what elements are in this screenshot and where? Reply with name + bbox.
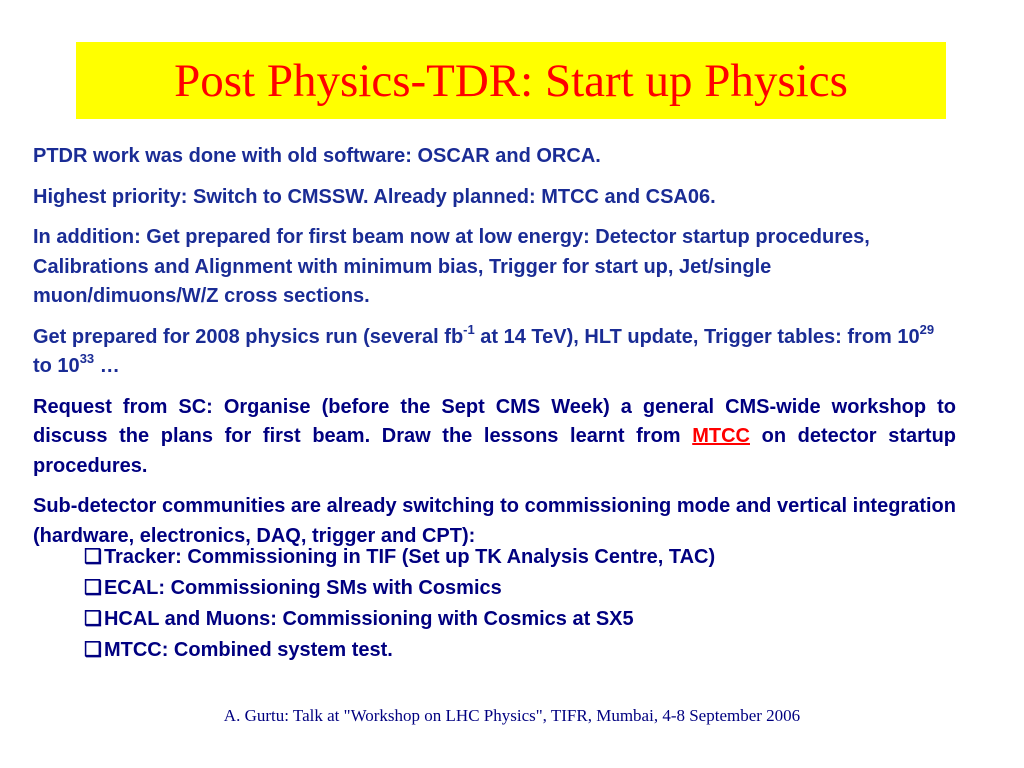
slide-body [33,142,956,666]
physics-run-text-3: to 10 [33,355,80,377]
physics-run-text-1: Get prepared for 2008 physics run (several fb [33,325,464,348]
bullet-text: MTCC: Combined system test. [103,639,393,661]
request-text-before: Request from SC: Organise (before the Sept CMS Week) a general CMS-wide workshop to discuss the plans for first beam. Draw the lessons learnt from [33,395,956,447]
bullet-list [33,542,956,666]
checkbox-bullet-icon: ❑ [84,608,102,630]
bullet-item-tracker [33,542,956,573]
checkbox-bullet-icon: ❑ [84,577,102,599]
title-banner [76,42,946,119]
superscript-minus-one: -1 [463,321,475,337]
request-text-after: on detector startup procedures. [33,425,957,477]
paragraph-highest-priority: Highest priority: Switch to CMSSW. Already planned: MTCC and CSA06. [33,185,716,208]
superscript-29: 29 [919,321,935,337]
mtcc-link[interactable]: MTCC [692,425,750,447]
checkbox-bullet-icon: ❑ [84,639,102,661]
physics-run-text-2: at 14 TeV), HLT update, Trigger tables: from 10 [474,325,920,348]
slide-footer: A. Gurtu: Talk at "Workshop on LHC Physics", TIFR, Mumbai, 4-8 September 2006 [223,706,801,725]
paragraph-ptdr-work: PTDR work was done with old software: OSCAR and ORCA. [33,145,601,167]
paragraph-sub-detector: Sub-detector communities are already switching to commissioning mode and vertical integration (hardware, electronics, DAQ, trigger and CPT): [33,495,956,547]
bullet-text: Tracker: Commissioning in TIF (Set up TK Analysis Centre, TAC) [103,546,716,568]
slide-title: Post Physics-TDR: Start up Physics [174,55,848,107]
paragraph-physics-run-2008 [33,323,956,382]
paragraph-request-from-sc [33,393,956,482]
bullet-item-ecal [33,573,956,604]
bullet-text: ECAL: Commissioning SMs with Cosmics [103,577,502,599]
bullet-item-mtcc [33,635,956,666]
checkbox-bullet-icon: ❑ [84,546,102,568]
bullet-text: HCAL and Muons: Commissioning with Cosmics at SX5 [103,608,634,630]
superscript-33: 33 [79,351,95,367]
paragraph-in-addition: In addition: Get prepared for first beam now at low energy: Detector startup procedures, Calibrations and Alignment with minimum bias, Trigger for start up, Jet/single muon/dimuons/W/Z cross sections. [33,226,870,307]
physics-run-text-4: … [94,355,120,377]
bullet-item-hcal-muons [33,604,956,635]
